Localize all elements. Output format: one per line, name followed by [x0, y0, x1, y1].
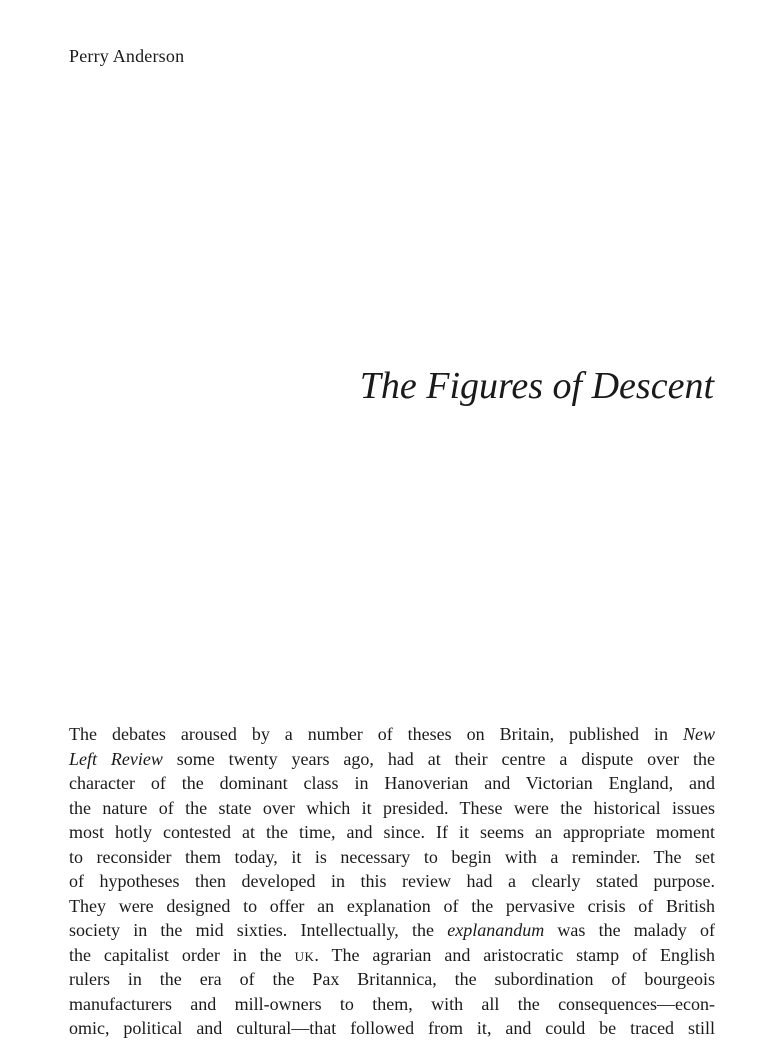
body-line: [69, 771, 715, 796]
body-text-segment: the nature of the state over which it presided. These were the historical issues: [69, 797, 715, 818]
body-text-segment: to reconsider them today, it is necessary to begin with a reminder. The set: [69, 846, 715, 867]
body-text-segment: character of the dominant class in Hanoverian and Victorian England, and: [69, 773, 715, 793]
body-text-segment: most hotly contested at the time, and since. If it seems an appropriate moment: [69, 822, 715, 842]
body-text-segment: was the malady of: [544, 920, 715, 940]
body-text-segment: explanandum: [447, 920, 545, 940]
body-text-segment: omic, political and cultural—that followed from it, and could be traced still: [69, 1018, 715, 1038]
body-line: [69, 747, 715, 772]
body-text-segment: the capitalist order in the: [69, 944, 295, 965]
body-text-segment: manufacturers and mill-owners to them, with all the consequences—econ-: [69, 993, 715, 1014]
body-line: [69, 918, 715, 943]
body-text-segment: rulers in the era of the Pax Britannica, the subordination of bourgeois: [69, 969, 715, 989]
body-text-segment: The debates aroused by a number of theses on Britain, published in: [69, 724, 683, 744]
body-text-segment: of hypotheses then developed in this review had a clearly stated purpose.: [69, 871, 715, 891]
body-line: [69, 796, 715, 821]
body-line: [69, 894, 715, 919]
article-body: [69, 722, 716, 1038]
body-text-segment: society in the mid sixties. Intellectually, the: [69, 920, 448, 940]
body-text-segment: Left Review: [69, 748, 163, 769]
body-text-segment: uk: [294, 944, 315, 965]
author-name: Perry Anderson: [69, 46, 185, 66]
body-line: [69, 722, 715, 747]
body-text-segment: . The agrarian and aristocratic stamp of English: [314, 944, 716, 965]
body-line: [69, 820, 715, 845]
body-line: [69, 967, 715, 992]
article-title: The Figures of Descent: [359, 365, 714, 407]
body-text-segment: some twenty years ago, had at their centre a dispute over the: [162, 748, 715, 769]
body-line: [69, 869, 715, 894]
body-line: [69, 992, 715, 1017]
body-line: [69, 845, 715, 870]
body-text-segment: New: [682, 724, 715, 744]
body-line: [69, 943, 715, 968]
body-line: [69, 1016, 715, 1041]
body-text-segment: They were designed to offer an explanation of the pervasive crisis of British: [69, 895, 715, 916]
